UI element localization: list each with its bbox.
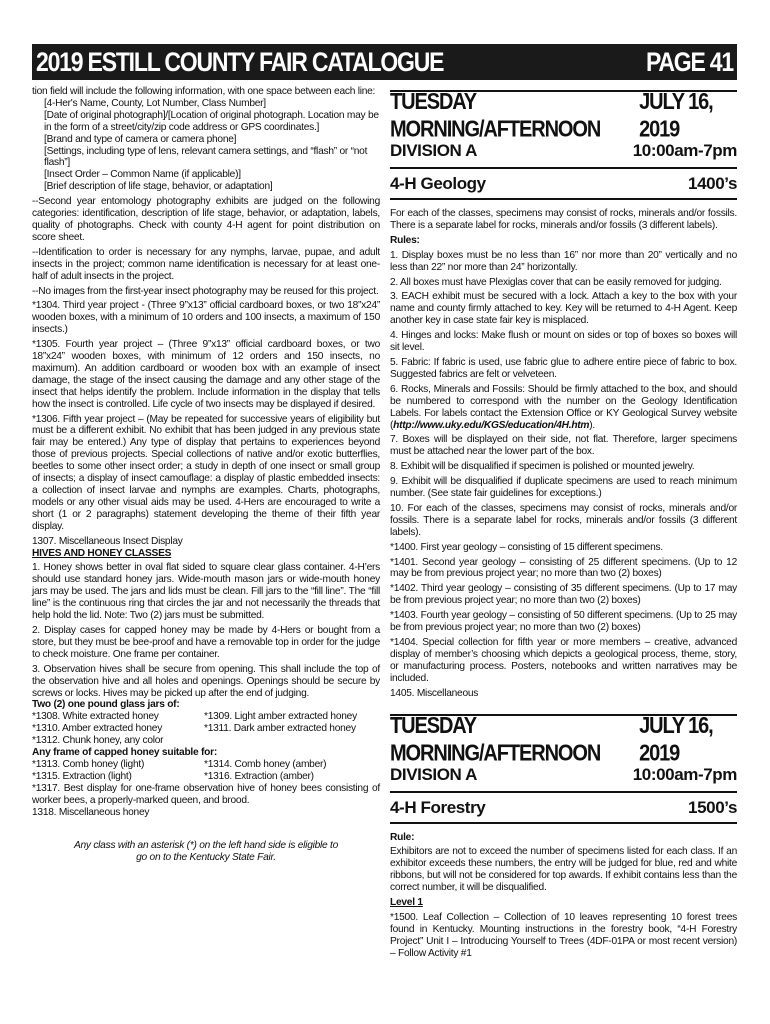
left-column [32,86,380,867]
forestry-range: 1500’s [688,797,737,817]
class-item: *1314. Comb honey (amber) [204,758,327,770]
class-item: *1313. Comb honey (light) [32,758,145,770]
geology-rule: 5. Fabric: If fabric is used, use fabric glue to adhere entire piece of fabric to box. Suggested fabrics are felt or velveteen. [390,356,737,380]
forestry-level: Level 1 [390,897,423,909]
jars-heading: Two (2) one pound glass jars of: [32,699,180,711]
field-line: [Brief description of life stage, behavior, or adaptation] [44,181,273,193]
intro-text: tion field will include the following information, with one space between each line: [32,86,376,97]
class-1306: *1306. Fifth year project – (May be repeated for successive years of eligibility but must be a different exhibit. No exhibit that has been judged in any previous state fair may be entered.) Any type of display that pertains to experiences beyond those of previous projects. Special collections of native and/or exotic butterflies, beetles to some other insect order; a study in depth of one insect or small group of insects; a display of insect camouflage: a display of plastic embedded insects: a collection of insect larvae and nymphs are examples. Charts, photographs, models or any other visual aids may be used. 4-Hers are encouraged to write a short (1 or 2 paragraphs) statement developing the theme of their fifth year display. [32,413,380,532]
frames-list [32,759,380,783]
geology-rule: 7. Boxes will be displayed on their side, not flat. Therefore, larger specimens must be attached near the lower part of the box. [390,434,737,458]
geology-division: DIVISION A [390,141,477,160]
class-1307: 1307. Miscellaneous Insect Display [32,535,183,547]
class-1304: *1304. Third year project - (Three 9”x13” official cardboard boxes, or two 18”x24” wooden boxes, with a minimum of 10 orders and 100 insects, a maximum of 150 insects.) [32,300,380,336]
class-item: *1315. Extraction (light) [32,770,132,782]
forestry-rule-label: Rule: [390,831,415,843]
forestry-rule: Exhibitors are not to exceed the number of specimens listed for each class. If an exhibitor exceeds these numbers, the entry will be judged for blue, red and white ribbons, but will not be considered for top awards. If exhibit contains less than the correct number, it will be disqualified. [390,846,737,894]
class-1305: *1305. Fourth year project – (Three 9”x13” official cardboard boxes, or two 18”x24” wooden boxes, with minimum of 12 orders and 150 insects, no maximum). An addition cardboard or wooden box with an example of insect damage, the stage of the insect causing the damage and any other stage of the insect that helps identify the problem. Include information in the display that tells how the insect is controlled. Life cycle of two insects may be displayed if desired. [32,339,380,410]
eligibility-note: Any class with an asterisk (*) on the left hand side is eligible to go on to the Kentucky State Fair. [73,840,339,864]
geology-rule: 9. Exhibit will be disqualified if duplicate specimens are used to reach minimum number. (See state fair guidelines for exceptions.) [390,476,737,500]
field-line: [4-Her's Name, County, Lot Number, Class Number] [44,97,266,109]
geology-title: 4-H Geology [390,174,486,193]
geology-day: TUESDAY MORNING/AFTERNOON [390,89,601,143]
page-number: PAGE 41 [645,46,733,77]
forestry-title: 4-H Forestry [390,797,486,817]
geology-rules-label: Rules: [390,234,420,246]
hives-rule: 2. Display cases for capped honey may be made by 4-Hers or bought from a store, but they must be bee-proof and have a removable top in order for the judge to check moisture. One frame per container. [32,624,380,660]
geology-rule: 3. EACH exhibit must be secured with a lock. Attach a key to the box with your name and county firmly attached to key. Key will be returned to 4-H Agent. Keep another key in case state fair key is misplaced. [390,291,737,327]
geology-section-header [390,90,737,200]
class-1402: *1402. Third year geology – consisting of 35 different specimens. (Up to 17 may be from previous project year; no more than two (2) boxes) [390,583,737,607]
forestry-section-header [390,714,737,824]
class-item: *1311. Dark amber extracted honey [204,723,356,735]
field-line: [Date of original photograph]/[Location of original photograph. Location may be in the form of a street/city/zip code address or GPS coordinates.] [44,109,379,133]
geology-rule-6: 6. Rocks, Minerals and Fossils: Should be firmly attached to the box, and should be numbered to correspond with the number on the Geology Identification Labels. For labels contact the Extension Office or KY Geological Survey website (http://www.uky.edu/KGS/education/4H.htm). [390,383,737,431]
class-item: *1316. Extraction (amber) [204,770,314,782]
jars-list [32,711,380,747]
geology-rule: 8. Exhibit will be disqualified if specimen is polished or mounted jewelry. [390,461,695,473]
class-1400: *1400. First year geology – consisting of 15 different specimens. [390,541,663,553]
forestry-division: DIVISION A [390,764,477,784]
geology-range: 1400’s [688,174,737,193]
geology-time: 10:00am-7pm [632,141,737,160]
class-item: *1309. Light amber extracted honey [204,711,357,723]
class-1317: *1317. Best display for one-frame observation hive of honey bees consisting of worker bees, a properly-marked queen, and brood. [32,782,380,806]
catalogue-title: 2019 ESTILL COUNTY FAIR CATALOGUE [36,46,444,77]
class-1404: *1404. Special collection for fifth year or more members – creative, advanced display of member’s choosing which depicts a geological process, theme, story, or manufacturing process. Posters, notebooks and written narratives may be included. [390,637,737,684]
class-item: *1310. Amber extracted honey [32,723,163,735]
geology-intro: For each of the classes, specimens may consist of rocks, minerals and/or fossils. There is a separate label for rocks, minerals and/or fossils (3 different labels). [390,208,737,231]
right-column [390,90,737,963]
geology-rule: 2. All boxes must have Plexiglas cover that can be easily removed for judging. [390,276,722,288]
field-line: [Brand and type of camera or camera phone] [44,133,237,145]
paragraph: --No images from the first-year insect photography may be reused for this project. [32,285,379,297]
field-line: [Settings, including type of lens, relevant camera settings, and “flash” or “not flash”] [44,145,368,169]
geology-rule: 1. Display boxes must be no less than 16” nor more than 20” vertically and no less than 22” nor more than 24” horizontally. [390,249,737,273]
class-1405: 1405. Miscellaneous [390,687,479,699]
kgs-link[interactable]: http://www.uky.edu/KGS/education/4H.htm [393,419,590,431]
geology-date: JULY 16, 2019 [639,89,713,143]
forestry-date: JULY 16, 2019 [639,713,713,766]
hives-rule: 3. Observation hives shall be secure from opening. This shall include the top of the observation hive and all holes and openings. Openings should be secure by screws or locks. Hives may be picked up after the end of judging. [32,663,380,699]
hives-heading: HIVES AND HONEY CLASSES [32,547,172,559]
class-1403: *1403. Fourth year geology – consisting of 50 different specimens. (Up to 25 may be from previous project year; no more than two (2) boxes) [390,610,737,634]
paragraph: --Identification to order is necessary for any nymphs, larvae, pupae, and adult insects in the project; common name identification is necessary for at least one-half of adult insects in the project. [32,246,380,282]
forestry-time: 10:00am-7pm [632,764,737,784]
class-1401: *1401. Second year geology – consisting of 25 different specimens. (Up to 12 may be from previous project year; no more than two (2) boxes) [390,556,737,580]
class-item: *1312. Chunk honey, any color [32,735,164,747]
forestry-day: TUESDAY MORNING/AFTERNOON [390,713,601,766]
page-header [32,44,737,80]
field-line: [Insect Order – Common Name (if applicable)] [44,169,241,181]
class-item [204,735,380,747]
class-item: *1308. White extracted honey [32,711,159,723]
class-1500: *1500. Leaf Collection – Collection of 10 leaves representing 10 forest trees found in Kentucky. Mounting instructions in the forestry book, “4-H Forestry Project” Unit I – Introducing Yourself to Trees (4DF-01PA or most recent version) – Follow Activity #1 [390,911,737,959]
geology-rule: 10. For each of the classes, specimens may consist of rocks, minerals and/or fossils. There is a separate label for rocks, minerals and/or fossils (3 different labels). [390,502,737,538]
paragraph: --Second year entomology photography exhibits are judged on the following categories: identification, description of life stage, behavior, or adaptation, labels, quality of photographs. Check with county 4-H agent for point distribution on score sheet. [32,196,380,243]
hives-rule: 1. Honey shows better in oval flat sided to square clear glass container. 4-H’ers should use standard honey jars. Wide-mouth mason jars or wide-mouth honey jars may be used. The jars and lids must be clean. Fill jars to the “fill line”. The “fill line” is the continuous ring that circles the jar and not necessarily the threads that help hold the lid. Note: Two (2) jars must be submitted. [32,562,380,622]
class-1318: 1318. Miscellaneous honey [32,806,150,818]
geology-rule: 4. Hinges and locks: Make flush or mount on sides or top of boxes so boxes will sit level. [390,330,737,354]
frame-heading: Any frame of capped honey suitable for: [32,747,217,759]
